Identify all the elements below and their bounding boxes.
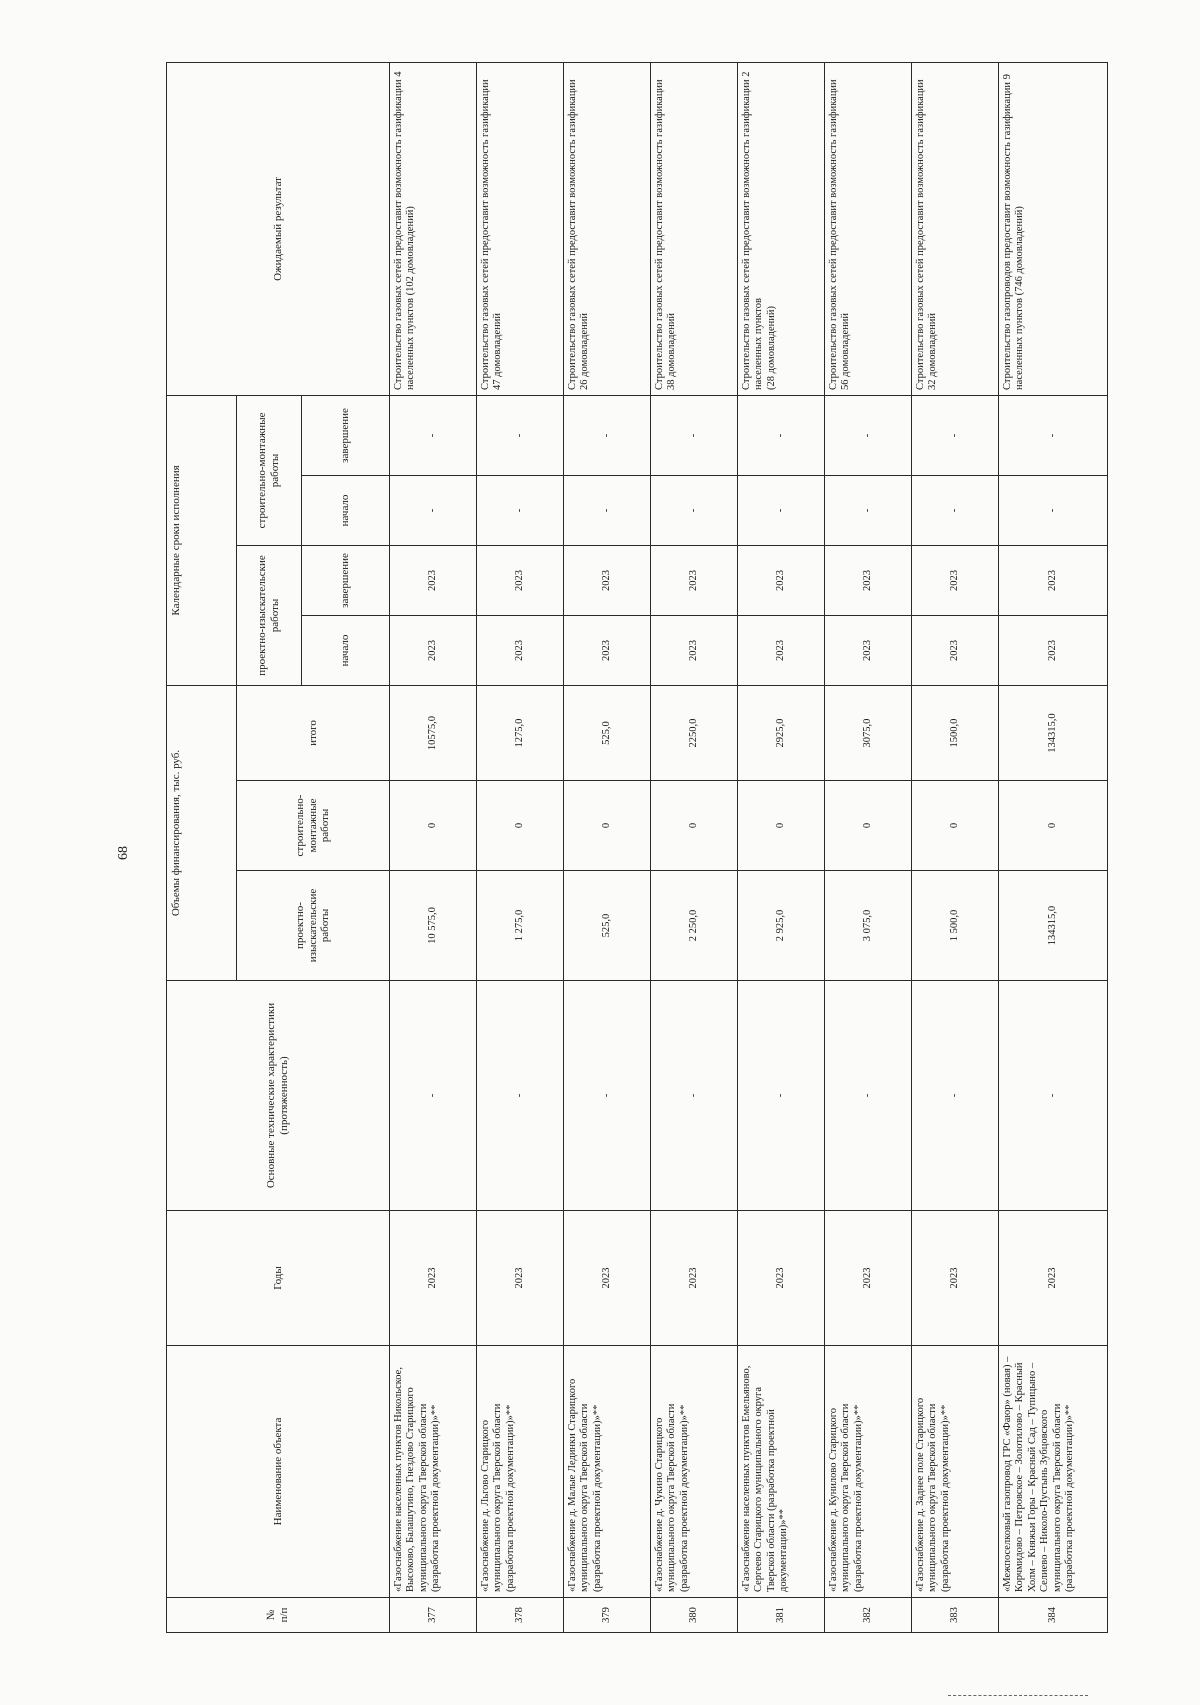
table-row [651,62,738,1632]
header-total: итого [237,686,390,781]
table-row [738,62,825,1632]
table-row [477,62,564,1632]
row-name: «Газоснабжение д. Кунилово Старицкого муниципального округа Тверской области (разработка проектной документации)»** [825,1346,912,1598]
row-constr-start: - [738,476,825,546]
row-result: Строительство газовых сетей предоставит возможность газификации 2 населенных пунктов (28 домовладений) [738,62,825,395]
header-row-1 [167,62,237,1632]
header-num: № п/п [167,1598,390,1633]
row-name: «Газоснабжение д. Малые Лединки Старицкого муниципального округа Тверской области (разработка проектной документации)»** [564,1346,651,1598]
row-num: 383 [912,1598,999,1633]
row-constr-end: - [564,395,651,475]
header-constr-end: завершение [302,395,390,475]
row-construction-amount: 0 [825,781,912,871]
row-years: 2023 [738,1211,825,1346]
header-schedule-group: Календарные сроки исполнения [167,395,237,685]
row-constr-end: - [825,395,912,475]
row-design-amount: 1 500,0 [912,871,999,981]
row-years: 2023 [564,1211,651,1346]
row-constr-end: - [912,395,999,475]
row-design-start: 2023 [999,616,1108,686]
row-name: «Газоснабжение населенных пунктов Никольское, Высоково, Балашутино, Гнездово Старицкого муниципального округа Тверской области (разработка проектной документации)»** [390,1346,477,1598]
row-num: 382 [825,1598,912,1633]
row-design-end: 2023 [477,546,564,616]
row-design-end: 2023 [825,546,912,616]
row-total-amount: 525,0 [564,686,651,781]
page-number: 68 [116,846,131,860]
row-constr-start: - [390,476,477,546]
row-design-start: 2023 [825,616,912,686]
row-years: 2023 [651,1211,738,1346]
row-design-amount: 10 575,0 [390,871,477,981]
row-years: 2023 [912,1211,999,1346]
row-construction-amount: 0 [477,781,564,871]
row-design-end: 2023 [564,546,651,616]
row-design-end: 2023 [651,546,738,616]
row-years: 2023 [825,1211,912,1346]
row-constr-end: - [738,395,825,475]
table-row [564,62,651,1632]
table-row [912,62,999,1632]
program-objects-table [166,62,1108,1633]
row-total-amount: 10575,0 [390,686,477,781]
row-constr-start: - [564,476,651,546]
row-characteristics: - [912,981,999,1211]
rotated-table-sheet [166,63,1086,1633]
row-total-amount: 2925,0 [738,686,825,781]
row-design-amount: 525,0 [564,871,651,981]
row-constr-start: - [999,476,1108,546]
header-design-start: начало [302,616,390,686]
row-construction-amount: 0 [999,781,1108,871]
row-num: 381 [738,1598,825,1633]
row-total-amount: 1275,0 [477,686,564,781]
row-name: «Газоснабжение д. Чукино Старицкого муниципального округа Тверской области (разработка проектной документации)»** [651,1346,738,1598]
row-total-amount: 3075,0 [825,686,912,781]
row-design-start: 2023 [651,616,738,686]
table-row [390,62,477,1632]
row-result: Строительство газовых сетей предоставит возможность газификации 56 домовладений [825,62,912,395]
row-characteristics: - [651,981,738,1211]
header-financing-group: Объемы финансирования, тыс. руб. [167,686,237,981]
row-num: 380 [651,1598,738,1633]
header-design-works: проектно-изыскательские работы [237,871,390,981]
row-construction-amount: 0 [564,781,651,871]
row-num: 384 [999,1598,1108,1633]
header-design-survey-works: проектно-изыскательские работы [237,546,302,686]
row-constr-start: - [912,476,999,546]
row-characteristics: - [390,981,477,1211]
row-construction-amount: 0 [651,781,738,871]
row-num: 379 [564,1598,651,1633]
row-characteristics: - [999,981,1108,1211]
table-row [825,62,912,1632]
row-design-end: 2023 [912,546,999,616]
row-construction-amount: 0 [912,781,999,871]
row-characteristics: - [825,981,912,1211]
row-design-start: 2023 [912,616,999,686]
row-constr-start: - [651,476,738,546]
row-construction-amount: 0 [390,781,477,871]
row-design-amount: 3 075,0 [825,871,912,981]
header-construction-install-works: строительно-монтажные работы [237,395,302,545]
bottom-rule [948,1695,1088,1696]
row-years: 2023 [999,1211,1108,1346]
row-characteristics: - [477,981,564,1211]
row-design-amount: 1 275,0 [477,871,564,981]
row-result: Строительство газовых сетей предоставит возможность газификации 47 домовладений [477,62,564,395]
header-design-end: завершение [302,546,390,616]
row-constr-end: - [651,395,738,475]
row-constr-end: - [477,395,564,475]
row-years: 2023 [477,1211,564,1346]
row-constr-end: - [999,395,1108,475]
header-construction-works: строительно-монтажные работы [237,781,390,871]
row-characteristics: - [738,981,825,1211]
row-num: 378 [477,1598,564,1633]
row-result: Строительство газовых сетей предоставит возможность газификации 26 домовладений [564,62,651,395]
row-characteristics: - [564,981,651,1211]
row-design-amount: 2 250,0 [651,871,738,981]
row-name: «Газоснабжение д. Заднее поле Старицкого муниципального округа Тверской области (разработка проектной документации)»** [912,1346,999,1598]
row-name: «Газоснабжение населенных пунктов Емельяново, Сергеево Старицкого муниципального округа Тверской области (разработка проектной документации)»** [738,1346,825,1598]
row-design-start: 2023 [477,616,564,686]
row-result: Строительство газовых сетей предоставит возможность газификации 4 населенных пунктов (102 домовладений) [390,62,477,395]
row-result: Строительство газопроводов предоставит возможность газификации 9 населенных пунктов (746 домовладений) [999,62,1108,395]
row-design-end: 2023 [999,546,1108,616]
header-name: Наименование объекта [167,1346,390,1598]
header-constr-start: начало [302,476,390,546]
row-design-start: 2023 [738,616,825,686]
row-constr-start: - [825,476,912,546]
row-design-end: 2023 [390,546,477,616]
row-design-start: 2023 [564,616,651,686]
row-design-start: 2023 [390,616,477,686]
row-years: 2023 [390,1211,477,1346]
header-characteristics: Основные технические характеристики (протяженность) [167,981,390,1211]
row-design-end: 2023 [738,546,825,616]
row-total-amount: 134315,0 [999,686,1108,781]
row-name: «Газоснабжение д. Льгово Старицкого муниципального округа Тверской области (разработка проектной документации)»** [477,1346,564,1598]
row-construction-amount: 0 [738,781,825,871]
row-total-amount: 2250,0 [651,686,738,781]
row-constr-end: - [390,395,477,475]
row-name: «Межпоселковый газопровод ГРС «Фаюр» (новая) – Корчмидово – Петровское – Золотилово – Красный Холм – Княжьи Горы – Красный Сад – Тупицыно – Селиево – Николо-Пустынь Зубцовского муниципального округа Тверской области (разработка проектной документации)»** [999,1346,1108,1598]
row-constr-start: - [477,476,564,546]
row-design-amount: 2 925,0 [738,871,825,981]
row-total-amount: 1500,0 [912,686,999,781]
row-result: Строительство газовых сетей предоставит возможность газификации 38 домовладений [651,62,738,395]
row-design-amount: 134315,0 [999,871,1108,981]
row-result: Строительство газовых сетей предоставит возможность газификации 32 домовладений [912,62,999,395]
table-row [999,62,1108,1632]
header-result: Ожидаемый результат [167,62,390,395]
header-years: Годы [167,1211,390,1346]
row-num: 377 [390,1598,477,1633]
